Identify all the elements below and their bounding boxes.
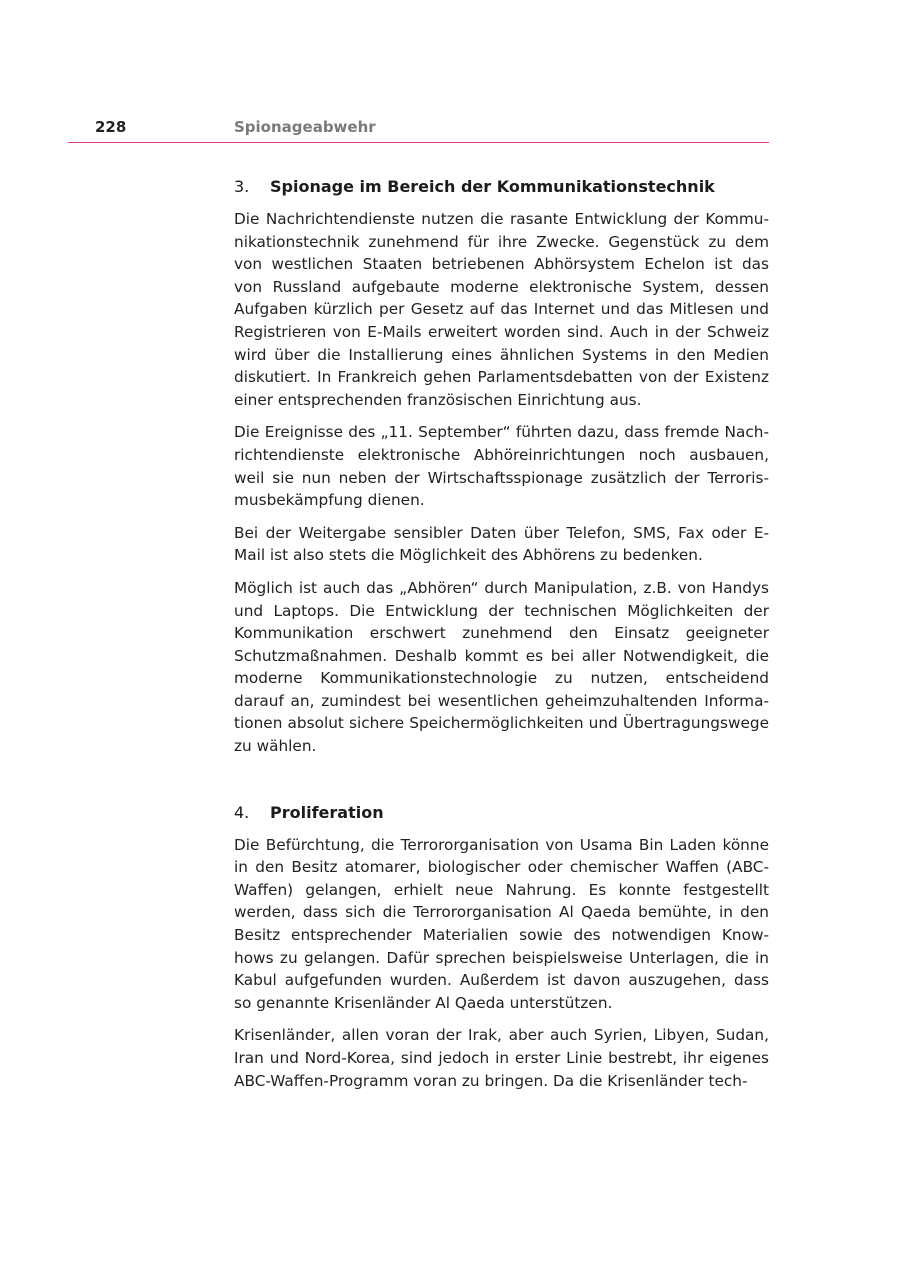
page-number: 228 — [95, 118, 127, 136]
section-title: Spionage im Bereich der Kommunikationstechnik — [270, 177, 715, 196]
page-header — [68, 116, 769, 143]
paragraph: Die Ereignisse des „11. September“ führten dazu, dass fremde Nachrichtendienste elektronische Abhöreinrichtungen noch ausbauen, weil sie nun neben der Wirtschaftsspionage zusätzlich der Terrorismusbekämpfung dienen. — [234, 423, 769, 510]
paragraph: Möglich ist auch das „Abhören“ durch Manipulation, z.B. von Handys und Laptops. Die Entwicklung der technischen Möglichkeiten der Kommunikation erschwert zunehmend den Einsatz geeigneter Schutzmaßnahmen. Deshalb kommt es bei aller Notwendigkeit, die moderne Kommunikationstechnologie zu nutzen, entscheidend darauf an, zumindest bei wesentlichen geheimzuhaltenden Informationen absolut sichere Speichermöglichkeiten und Übertragungswege zu wählen. — [234, 578, 769, 756]
section-title: Proliferation — [270, 802, 384, 822]
paragraph: Die Nachrichtendienste nutzen die rasante Entwicklung der Kommunikationstechnik zunehmend für ihre Zwecke. Gegenstück zu dem von westlichen Staaten betriebenen Abhörsystem Echelon ist das von Russland aufgebaute moderne elektronische System, dessen Aufgaben kürzlich per Gesetz auf das Internet und das Mitlesen und Registrieren von E-Mails erweitert worden sind. Auch in der Schweiz wird über die Installierung eines ähnlichen Systems in den Medien diskutiert. In Frankreich gehen Parlamentsdebatten von der Existenz einer entsprechenden französischen Einrichtung aus. — [234, 210, 769, 409]
section-heading — [234, 801, 769, 825]
section-number: 3. — [234, 177, 250, 196]
section-number: 4. — [234, 802, 250, 822]
paragraph: Bei der Weitergabe sensibler Daten über Telefon, SMS, Fax oder E-Mail ist also stets die Möglichkeit des Abhörens zu bedenken. — [234, 523, 769, 565]
page-body — [234, 175, 769, 1102]
section-heading — [234, 175, 769, 199]
paragraph: Krisenländer, allen voran der Irak, aber auch Syrien, Libyen, Sudan, Iran und Nord-Korea, sind jedoch in erster Linie bestrebt, ihr eigenes ABC-Waffen-Programm voran zu bringen. Da die Krisenländer tech- — [234, 1026, 769, 1090]
section-spacer — [234, 768, 769, 801]
running-title: Spionageabwehr — [234, 118, 376, 136]
paragraph: Die Befürchtung, die Terrororganisation von Usama Bin Laden könne in den Besitz atomarer, biologischer oder chemischer Waffen (ABC-Waffen) gelangen, erhielt neue Nahrung. Es konnte festgestellt werden, dass sich die Terrororganisation Al Qaeda bemühte, in den Besitz entsprechender Materialien sowie des notwendigen Know-hows zu gelangen. Dafür sprechen beispielsweise Unterlagen, die in Kabul aufgefunden wurden. Außerdem ist davon auszugehen, dass so genannte Krisenländer Al Qaeda unterstützen. — [234, 835, 769, 1012]
